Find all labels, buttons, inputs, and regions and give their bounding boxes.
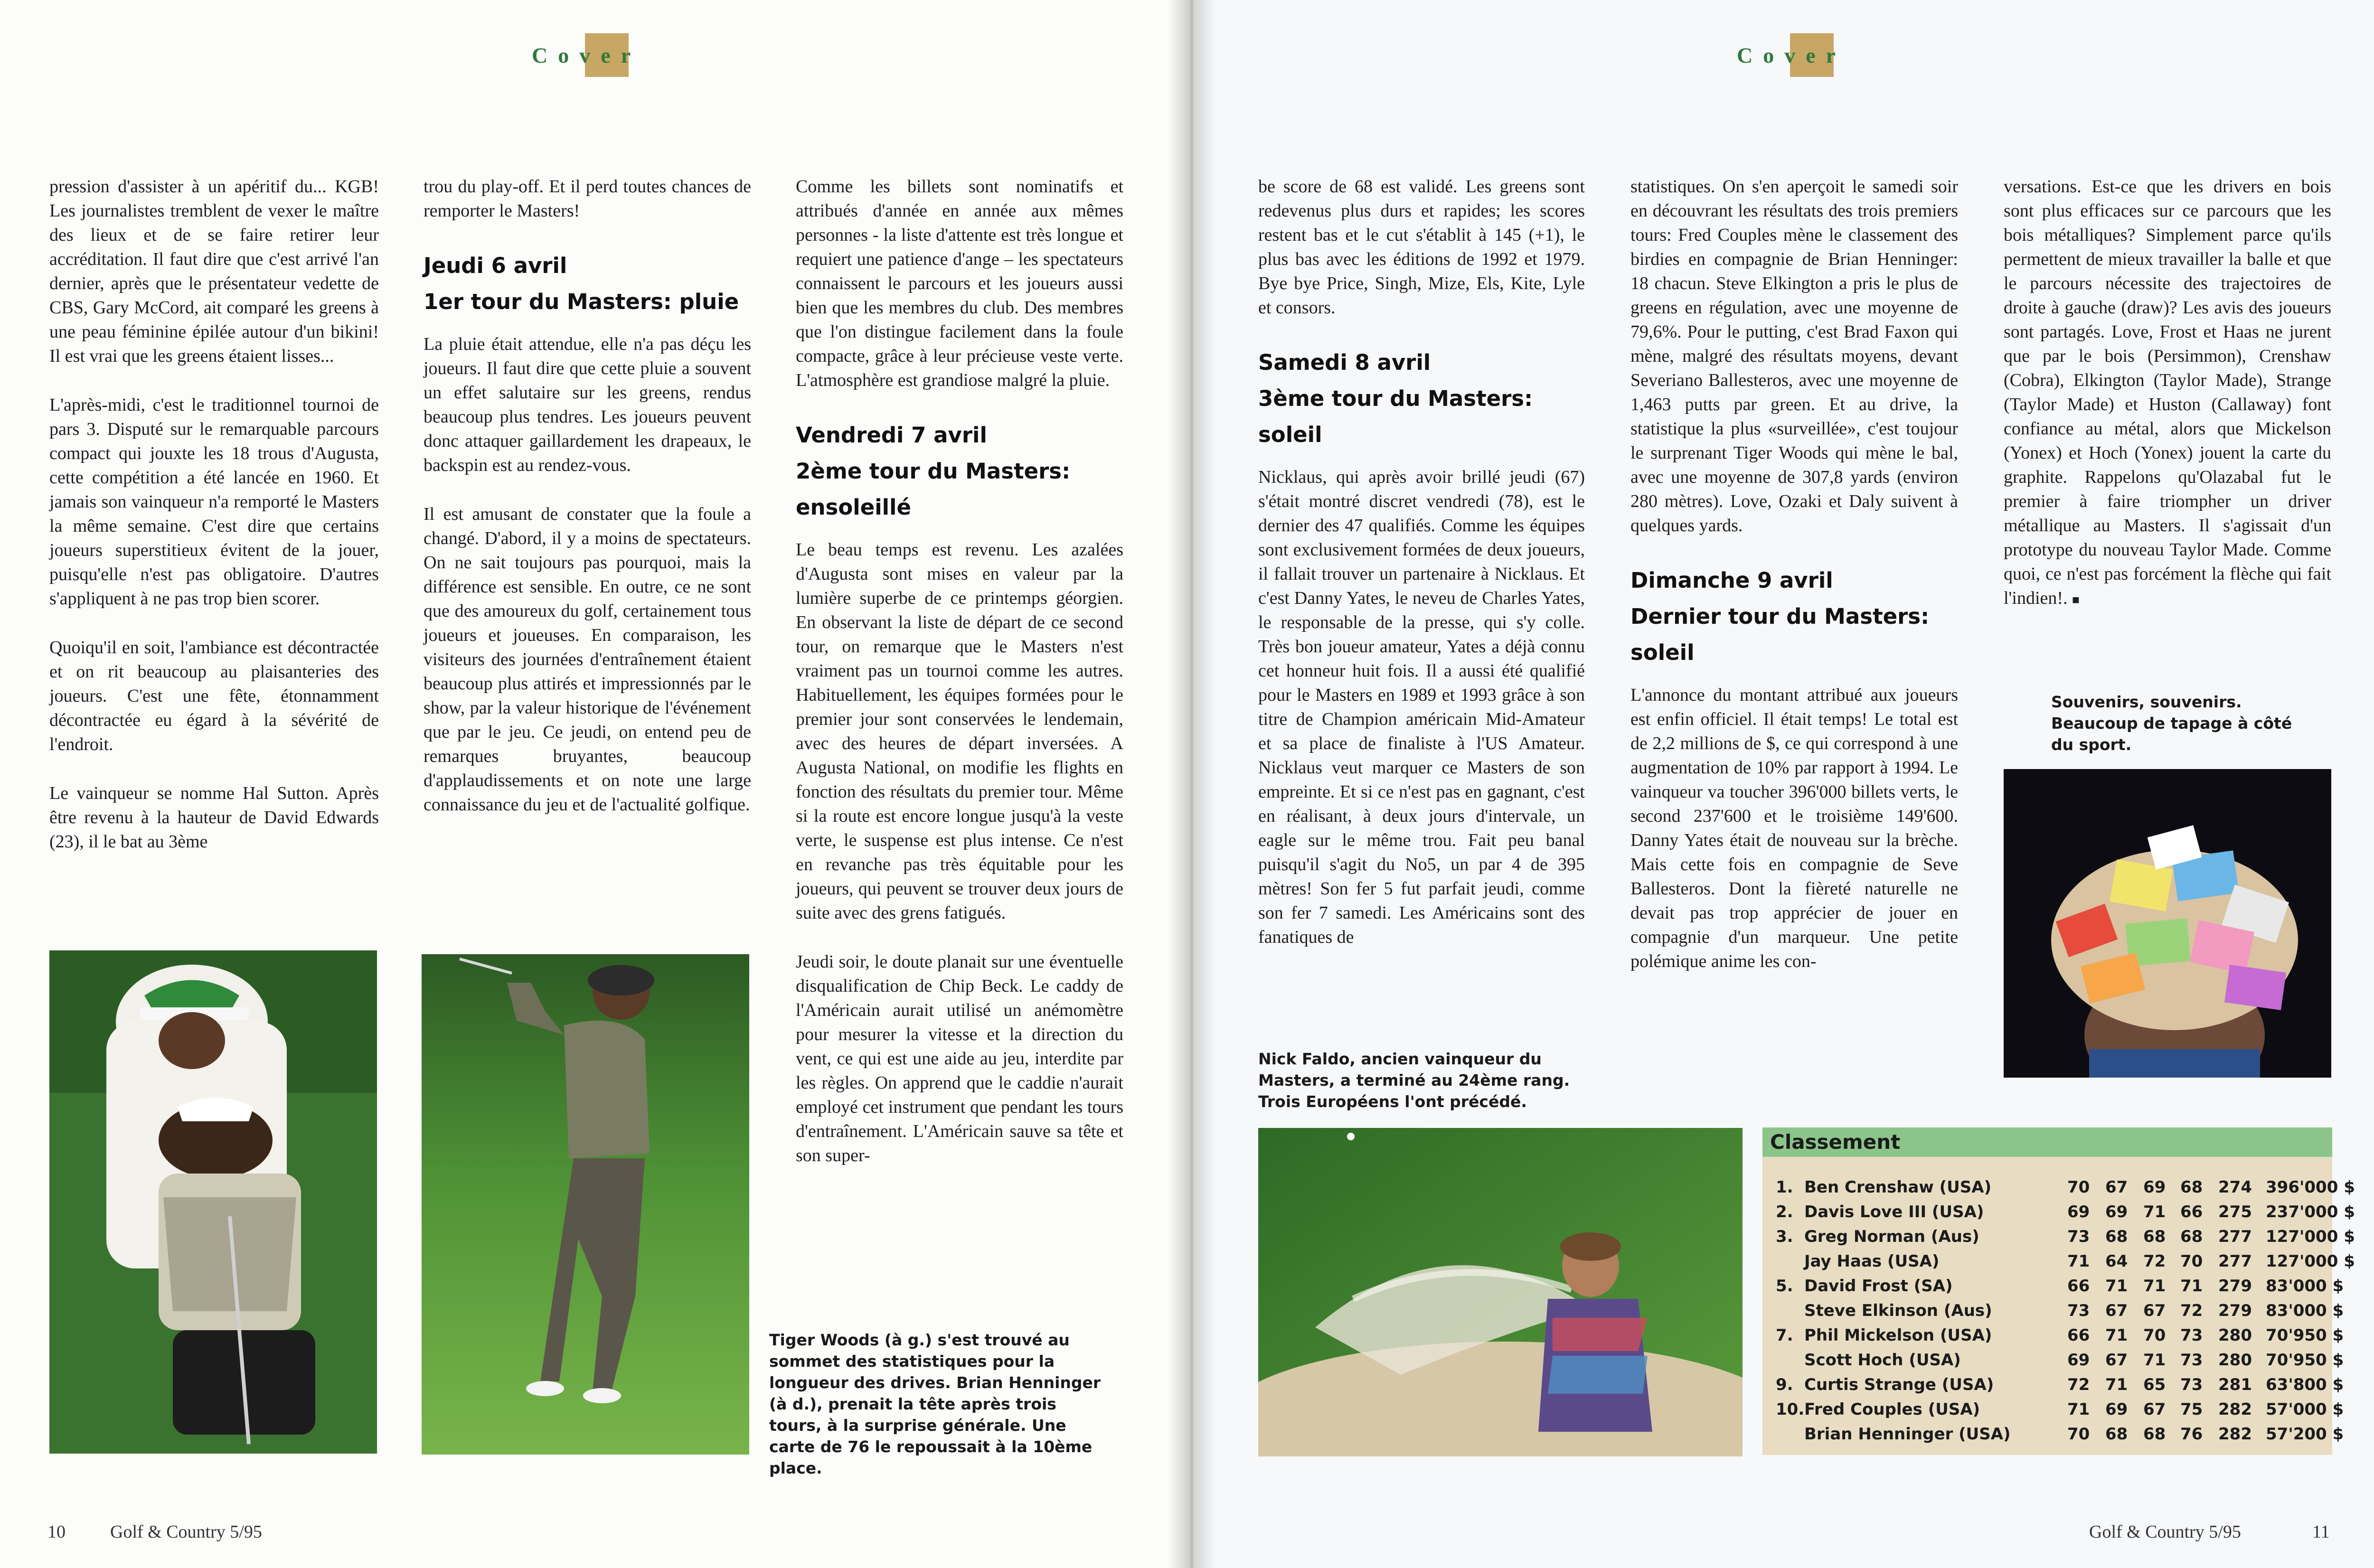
- ranking-cell-prize: 237'000 $: [2266, 1202, 2355, 1221]
- ranking-cell-total: 279: [2218, 1301, 2252, 1320]
- ranking-row: [1762, 1323, 2344, 1348]
- ranking-cell-name: Jay Haas (USA): [1804, 1252, 1940, 1271]
- ranking-row: [1762, 1298, 2344, 1323]
- ranking-cell-r3: 68: [2143, 1425, 2166, 1444]
- ranking-cell-rank: 5.: [1776, 1277, 1793, 1296]
- heading-weather: soleil: [1258, 422, 1322, 447]
- ranking-row: [1762, 1348, 2344, 1372]
- ranking-cell-r2: 69: [2105, 1202, 2128, 1221]
- heading-round: 3ème tour du Masters:: [1258, 386, 1533, 411]
- left-page: [0, 0, 1186, 1568]
- ranking-cell-total: 280: [2218, 1351, 2252, 1370]
- right-column-3: [2004, 175, 2331, 637]
- ranking-row: [1762, 1249, 2355, 1274]
- ranking-cell-r4: 75: [2180, 1400, 2203, 1419]
- ranking-cell-total: 279: [2218, 1277, 2252, 1296]
- paragraph: L'après-midi, c'est le traditionnel tournoi de pars 3. Disputé sur le remarquable parcours compact qui jouxte les 18 trous d'Augusta, cette compétition a été lancée en 1960. Et jamais son vainqueur n'a remporté le Masters la même semaine. C'est dire que certains joueurs superstitieux évitent de la jouer, puisqu'elle n'est pas obligatoire. D'autres s'appliquent à ne pas trop bien scorer.: [49, 395, 379, 609]
- ranking-row: [1762, 1200, 2355, 1224]
- paragraph-text: versations. Est-ce que les drivers en bois sont plus efficaces sur ce parcours que les bois métalliques? Simplement parce qu'ils permettent de mieux travailler la balle et que le parcours nécessite des trajectoires de droite à gauche (draw)? Les avis des joueurs sont partagés. Love, Frost et Haas ne jurent que par le bois (Persimmon), Crenshaw (Cobra), Elkington (Taylor Made), Strange (Taylor Made) et Huston (Callaway) font confiance au métal, alors que Mickelson (Yonex) et Hoch (Yonex) jouent la carte du graphite. Rappelons qu'Olazabal fut le premier à faire triompher un driver métallique au Masters. Il s'agissait d'un prototype du nouveau Taylor Made. Comme quoi, ce n'est pas forcément la flèche qui fait l'indien!.: [2004, 177, 2331, 608]
- heading-round: Dernier tour du Masters:: [1630, 604, 1930, 629]
- paragraph: Comme les billets sont nominatifs et attribués d'année en année aux mêmes personnes - la liste d'attente est très longue et requiert une patience d'ange – les spectateurs connaissent le parcours et les joueurs aussi bien que les membres du club. Des membres que l'on distingue facilement dans la foule compacte, grâce à leur précieuse veste verte. L'atmosphère est grandiose malgré la pluie.: [796, 177, 1123, 390]
- heading-round: 2ème tour du Masters: ensoleillé: [796, 459, 1071, 520]
- ranking-cell-r1: 70: [2067, 1425, 2090, 1444]
- right-page: [1196, 0, 2374, 1568]
- heading-round: 1er tour du Masters: pluie: [424, 289, 739, 314]
- ranking-cell-total: 282: [2218, 1400, 2252, 1419]
- ranking-row: [1762, 1224, 2355, 1249]
- ranking-cell-prize: 127'000 $: [2266, 1252, 2355, 1271]
- ranking-cell-total: 274: [2218, 1178, 2252, 1197]
- left-column-3: [796, 175, 1123, 1192]
- photo-tiger-woods-illustration: [49, 950, 377, 1454]
- ranking-cell-r1: 71: [2067, 1400, 2090, 1419]
- ranking-cell-r1: 69: [2067, 1351, 2090, 1370]
- ranking-cell-r1: 72: [2067, 1375, 2090, 1394]
- ranking-cell-r2: 71: [2105, 1326, 2128, 1345]
- paragraph: Jeudi soir, le doute planait sur une éventuelle disqualification de Chip Beck. Le caddy de l'Américain aurait utilisé un anémomètre pour mesurer la vitesse et la direction du vent, ce qui est une aide au jeu, interdite par les règles. On apprend que le caddie n'aurait employé cet instrument que pendant les tours d'entraînement. L'Américain sauve sa tête et son super-: [796, 952, 1123, 1165]
- ranking-cell-rank: 9.: [1776, 1375, 1793, 1394]
- spine-gutter: [1168, 0, 1215, 1568]
- left-column-2: [424, 175, 751, 842]
- ranking-cell-r4: 68: [2180, 1178, 2203, 1197]
- left-column-1: [49, 175, 379, 879]
- cover-section-logo: [1737, 29, 1898, 82]
- ranking-cell-r2: 68: [2105, 1425, 2128, 1444]
- ranking-cell-prize: 396'000 $: [2266, 1178, 2355, 1197]
- section-heading: [1630, 563, 1958, 671]
- ranking-row: [1762, 1274, 2344, 1298]
- ranking-cell-r3: 70: [2143, 1326, 2166, 1345]
- ranking-title: Classement: [1762, 1127, 2332, 1157]
- ranking-cell-total: 277: [2218, 1227, 2252, 1246]
- heading-date: Jeudi 6 avril: [424, 253, 567, 278]
- ranking-cell-rank: 1.: [1776, 1178, 1793, 1197]
- ranking-cell-r3: 67: [2143, 1400, 2166, 1419]
- ranking-cell-r3: 71: [2143, 1351, 2166, 1370]
- magazine-title: Golf & Country 5/95: [2089, 1522, 2241, 1542]
- ranking-cell-name: Ben Crenshaw (USA): [1804, 1178, 1992, 1197]
- ranking-cell-r4: 71: [2180, 1277, 2203, 1296]
- section-heading: [424, 248, 751, 320]
- photo-nick-faldo: [1258, 1128, 1743, 1456]
- ranking-cell-name: Greg Norman (Aus): [1804, 1227, 1979, 1246]
- page-number: 10: [47, 1522, 66, 1542]
- photo-caption-faldo: Nick Faldo, ancien vainqueur du Masters, a terminé au 24ème rang. Trois Européens l'ont précédé.: [1258, 1050, 1570, 1111]
- end-mark-icon: ■: [2072, 593, 2080, 607]
- ranking-cell-r3: 72: [2143, 1252, 2166, 1271]
- ranking-cell-r3: 71: [2143, 1277, 2166, 1296]
- ranking-cell-r3: 71: [2143, 1202, 2166, 1221]
- paragraph: Quoiqu'il en soit, l'ambiance est décontractée et on rit beaucoup au plaisanteries des joueurs. C'est une fête, étonnamment décontractée eu égard à la sévérité de l'endroit.: [49, 638, 379, 754]
- ranking-cell-r4: 76: [2180, 1425, 2203, 1444]
- paragraph: Nicklaus, qui après avoir brillé jeudi (67) s'était montré discret vendredi (78), est le dernier des 47 qualifiés. Comme les équipes sont exclusivement formées de deux joueurs, il fallait trouver un partenaire à Nicklaus. Et c'est Danny Yates, le neveu de Charles Yates, le responsable de la presse, qui s'y colle. Très bon joueur amateur, Yates a déjà connu cet honneur huit fois. Il a aussi été qualifié pour le Masters en 1989 et 1993 grâce à son titre de Champion américain Mid-Amateur et sa place de finaliste à l'US Amateur. Nicklaus veut marquer ce Masters de son empreinte. Et si ce n'est pas en gagnant, c'est en réalisant, à deux jours d'intervale, un eagle sur le même trou. Fait peu banal puisqu'il s'agit du No5, un par 4 de 395 mètres! Son fer 5 fut parfait jeudi, comme son fer 7 samedi. Les Américains sont des fanatiques de: [1258, 467, 1585, 947]
- ranking-cell-rank: 2.: [1776, 1202, 1793, 1221]
- ranking-cell-r1: 66: [2067, 1326, 2090, 1345]
- right-column-1: [1258, 175, 1585, 974]
- paragraph: pression d'assister à un apéritif du... KGB! Les journalistes tremblent de vexer le maître des lieux et de se faire retirer leur accréditation. Il faut dire que c'est arrivé l'an dernier, après que le présentateur vedette de CBS, Gary McCord, ait comparé les greens à une peau féminine épilée autour d'un bikini! Il est vrai que les greens étaient lisses...: [49, 177, 379, 366]
- ranking-cell-total: 280: [2218, 1326, 2252, 1345]
- ranking-cell-rank: 3.: [1776, 1227, 1793, 1246]
- ranking-cell-r1: 70: [2067, 1178, 2090, 1197]
- ranking-cell-name: Fred Couples (USA): [1804, 1400, 1980, 1419]
- ranking-cell-r4: 73: [2180, 1375, 2203, 1394]
- ranking-cell-total: 277: [2218, 1252, 2252, 1271]
- ranking-row: [1762, 1397, 2344, 1422]
- cover-label: Cover: [1737, 43, 1846, 67]
- section-heading: [796, 417, 1123, 526]
- page-number: 11: [2312, 1522, 2330, 1542]
- photo-nick-faldo-illustration: [1258, 1128, 1743, 1456]
- ranking-cell-name: Davis Love III (USA): [1804, 1202, 1984, 1221]
- ranking-cell-r2: 67: [2105, 1178, 2128, 1197]
- ranking-cell-r1: 73: [2067, 1227, 2090, 1246]
- ranking-cell-prize: 83'000 $: [2266, 1301, 2344, 1320]
- ranking-cell-r3: 69: [2143, 1178, 2166, 1197]
- paragraph: La pluie était attendue, elle n'a pas déçu les joueurs. Il faut dire que cette pluie a souvent un effet salutaire sur les greens, rendus beaucoup plus tendres. Les joueurs peuvent donc attaquer gaillardement les drapeaux, le backspin est au rendez-vous.: [424, 334, 751, 475]
- ranking-cell-r1: 69: [2067, 1202, 2090, 1221]
- ranking-cell-total: 281: [2218, 1375, 2252, 1394]
- ranking-row: [1762, 1372, 2344, 1397]
- paragraph: Il est amusant de constater que la foule a changé. D'abord, il y a moins de spectateurs. On ne sait toujours pas pourquoi, mais la différence est sensible. En outre, ce ne sont que des amoureux du golf, certainement tous joueurs et joueuses. En comparaison, les visiteurs des journées d'entraînement étaient beaucoup plus attirés et impressionnés par le show, par la valeur historique de l'événement que par le jeu. Ce jeudi, on entend peu de remarques bruyantes, beaucoup d'applaudissements et on note une large connaissance du jeu et de l'actualité golfique.: [424, 504, 751, 815]
- heading-weather: soleil: [1630, 640, 1695, 665]
- ranking-cell-prize: 70'950 $: [2266, 1351, 2344, 1370]
- ranking-cell-rank: 10.: [1776, 1400, 1805, 1419]
- cover-label: Cover: [532, 43, 641, 67]
- ranking-cell-r2: 71: [2105, 1375, 2128, 1394]
- magazine-title: Golf & Country 5/95: [110, 1522, 262, 1542]
- ranking-cell-r4: 66: [2180, 1202, 2203, 1221]
- ranking-cell-r3: 68: [2143, 1227, 2166, 1246]
- ranking-cell-total: 282: [2218, 1425, 2252, 1444]
- photo-brian-henninger-illustration: [422, 954, 749, 1455]
- heading-date: Samedi 8 avril: [1258, 350, 1431, 375]
- ranking-cell-r3: 67: [2143, 1301, 2166, 1320]
- ranking-cell-r2: 68: [2105, 1227, 2128, 1246]
- heading-date: Dimanche 9 avril: [1630, 568, 1833, 593]
- photo-souvenir-hat-illustration: [2004, 769, 2331, 1078]
- ranking-cell-r4: 68: [2180, 1227, 2203, 1246]
- ranking-cell-r1: 73: [2067, 1301, 2090, 1320]
- ranking-cell-prize: 83'000 $: [2266, 1277, 2344, 1296]
- paragraph: trou du play-off. Et il perd toutes chances de remporter le Masters!: [424, 177, 751, 221]
- ranking-cell-total: 275: [2218, 1202, 2252, 1221]
- ranking-cell-r4: 70: [2180, 1252, 2203, 1271]
- ranking-cell-name: Scott Hoch (USA): [1804, 1351, 1961, 1370]
- photo-souvenir-hat: [2004, 769, 2331, 1078]
- ranking-cell-rank: 7.: [1776, 1326, 1793, 1345]
- photo-caption-hat: Souvenirs, souvenirs. Beaucoup de tapage à côté du sport.: [2051, 693, 2292, 754]
- paragraph: Le vainqueur se nomme Hal Sutton. Après être revenu à la hauteur de David Edwards (23), il le bat au 3ème: [49, 783, 379, 852]
- right-column-2: [1630, 175, 1958, 998]
- ranking-cell-r4: 73: [2180, 1351, 2203, 1370]
- ranking-row: [1762, 1422, 2344, 1446]
- ranking-cell-r3: 65: [2143, 1375, 2166, 1394]
- ranking-cell-r1: 71: [2067, 1252, 2090, 1271]
- ranking-cell-prize: 57'000 $: [2266, 1400, 2344, 1419]
- ranking-cell-r4: 72: [2180, 1301, 2203, 1320]
- ranking-row: [1762, 1175, 2355, 1200]
- paragraph: statistiques. On s'en aperçoit le samedi soir en découvrant les résultats des trois premiers tours: Fred Couples mène le classement des birdies en compagnie de Brian Henninger: 18 chacun. Steve Elkington a pris le plus de greens en régulation, avec une moyenne de 79,6%. Pour le putting, c'est Brad Faxon qui mène, malgré des résultats moyens, devant Severiano Ballesteros, avec une moyenne de 1,463 putts par green. Et au drive, la statistique la plus «surveillée», c'est toujour le surprenant Tiger Woods qui mène le bal, avec une moyenne de 307,8 yards (environ 280 mètres). Love, Ozaki et Daly suivent à quelques yards.: [1630, 177, 1958, 535]
- photo-caption: Tiger Woods (à g.) s'est trouvé au sommet des statistiques pour la longueur des drives. Brian Henninger (à d.), prenait la tête après trois tours, à la surprise générale. Une carte de 76 le repoussait à la 10ème place.: [769, 1331, 1101, 1477]
- ranking-cell-prize: 63'800 $: [2266, 1375, 2344, 1394]
- ranking-cell-prize: 127'000 $: [2266, 1227, 2355, 1246]
- paragraph: [2004, 175, 2331, 612]
- ranking-cell-r2: 64: [2105, 1252, 2128, 1271]
- ranking-table: [1762, 1127, 2355, 1455]
- paragraph: L'annonce du montant attribué aux joueurs est enfin officiel. Il était temps! Le total est de 2,2 millions de $, ce qui correspond à une augmentation de 10% par rapport à 1994. Le vainqueur va toucher 396'000 billets verts, le second 237'600 et le troisième 149'600. Danny Yates était de nouveau sur la brèche. Mais cette fois en compagnie de Seve Ballesteros. Dont la fièreté naturelle ne devait pas trop apprécier de jouer en compagnie d'un marqueur. Une petite polémique anime les con-: [1630, 685, 1958, 971]
- ranking-cell-r1: 66: [2067, 1277, 2090, 1296]
- cover-section-logo: [532, 29, 693, 82]
- ranking-cell-prize: 57'200 $: [2266, 1425, 2344, 1444]
- paragraph: be score de 68 est validé. Les greens sont redevenus plus durs et rapides; les scores restent bas et le cut s'établit à 145 (+1), le plus bas avec les éditions de 1992 et 1979. Bye bye Price, Singh, Mize, Els, Kite, Lyle et consors.: [1258, 177, 1585, 318]
- ranking-cell-name: Steve Elkinson (Aus): [1804, 1301, 1992, 1320]
- ranking-cell-r2: 67: [2105, 1301, 2128, 1320]
- photo-brian-henninger: [422, 954, 749, 1455]
- ranking-cell-name: Brian Henninger (USA): [1804, 1425, 2011, 1444]
- ranking-cell-name: David Frost (SA): [1804, 1277, 1953, 1296]
- ranking-cell-r2: 69: [2105, 1400, 2128, 1419]
- ranking-cell-r2: 71: [2105, 1277, 2128, 1296]
- section-heading: [1258, 345, 1585, 453]
- paragraph: Le beau temps est revenu. Les azalées d'Augusta sont mises en valeur par la lumière superbe de ce printemps géorgien. En observant la liste de départ de ce second tour, on remarque que le Masters n'est vraiment pas un tournoi comme les autres. Habituellement, les équipes formées pour le premier jour sont conservées le lendemain, avec des heures de départ inversées. A Augusta National, on modifie les flights en fonction des résultats du premier tour. Même si la route est encore longue jusqu'à la veste verte, le suspense est plus intense. Ce n'est en revanche pas très équitable pour les joueurs, qui peuvent se trouver deux jours de suite avec des grens fatigués.: [796, 540, 1123, 923]
- ranking-cell-r2: 67: [2105, 1351, 2128, 1370]
- ranking-cell-name: Phil Mickelson (USA): [1804, 1326, 1992, 1345]
- ranking-cell-r4: 73: [2180, 1326, 2203, 1345]
- ranking-cell-name: Curtis Strange (USA): [1804, 1375, 1994, 1394]
- heading-date: Vendredi 7 avril: [796, 423, 987, 448]
- photo-tiger-woods: [49, 950, 377, 1454]
- ranking-cell-prize: 70'950 $: [2266, 1326, 2344, 1345]
